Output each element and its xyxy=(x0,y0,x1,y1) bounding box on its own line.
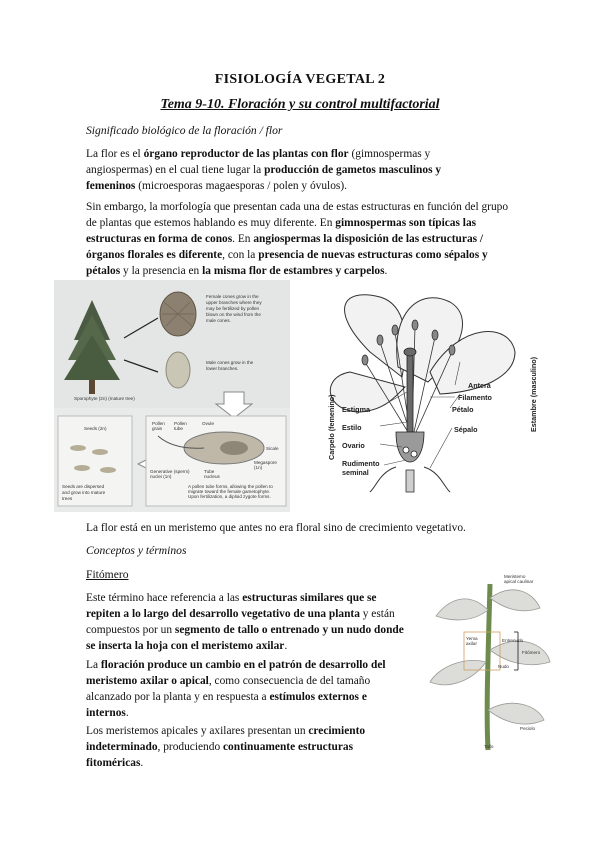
yema-axilar-label: Yema axilar xyxy=(466,636,478,646)
document-title: FISIOLOGÍA VEGETAL 2 xyxy=(214,72,386,87)
fitomero-label: Fitómero xyxy=(522,650,541,655)
bold-run-7: la misma flor de estambres y carpelos xyxy=(202,265,385,277)
sporophyte-label: Sporophyte (2n) (mature tree) xyxy=(74,396,135,401)
text-run-8: . xyxy=(384,265,388,277)
paragraph-fitomero xyxy=(86,590,404,654)
bold-run-1: órgano reproductor de las plantas con flor xyxy=(143,148,349,160)
ovario-label: Ovario xyxy=(342,441,365,450)
carpelo-label: Carpelo (femenino) xyxy=(327,394,336,460)
paragraph-floracion xyxy=(86,657,406,721)
text-run-2: y están compuestos por un xyxy=(86,608,395,636)
phytomer-svg xyxy=(418,570,558,752)
bold-run-3: angiospermas la disposición de las estructuras / órganos florales es diferente xyxy=(86,233,484,261)
paragraph-meristemo: La flor está en un meristemo que antes no era floral sino de crecimiento vegetativo. xyxy=(86,522,466,534)
estilo-label: Estilo xyxy=(342,423,362,432)
pollen-grain-label: Pollen grain xyxy=(152,421,165,431)
peciolo-label: Peciolo xyxy=(520,726,536,731)
bold-run-1: gimnospermas son típicas las estructuras en forma de conos xyxy=(86,217,477,245)
text-run-0: La flor es el xyxy=(86,148,144,160)
antera-label: Antera xyxy=(468,381,491,390)
text-run-0: La xyxy=(86,659,101,671)
gymnosperm-cycle-figure xyxy=(54,280,290,512)
megaspore-label: Megaspore (1n) xyxy=(254,460,277,470)
paragraph-meristemos-apicales xyxy=(86,723,396,771)
text-run-2: . En xyxy=(232,233,254,245)
text-run-4: . xyxy=(284,640,288,652)
generative-label: Generative (sperm) nuclei (1n) xyxy=(150,469,190,479)
text-run-6: y la presencia en xyxy=(120,265,203,277)
meristemo-apical-label: Meristemo apical caulinar xyxy=(504,574,534,584)
text-run-4: , con la xyxy=(222,249,259,261)
document-subtitle: Tema 9-10. Floración y su control multifactorial xyxy=(160,97,440,112)
female-cone-caption: Female cones grow in the upper branches where they may be fertilized by pollen blown on the wind from the male cones. xyxy=(206,294,262,323)
nudo-label: Nudo xyxy=(498,664,509,669)
petalo-label: Pétalo xyxy=(452,405,474,414)
bold-run-1: floración produce un cambio en el patrón de desarrollo del meristemo axilar o apical xyxy=(86,659,386,687)
paragraph-flor-organo xyxy=(86,146,466,194)
ovule-label: Ovule xyxy=(202,421,215,426)
filamento-label: Filamento xyxy=(458,393,492,402)
seeds-dispersed-caption: Seeds are dispersed and grow into mature trees xyxy=(62,484,106,501)
text-run-2: (gimnospermas y angiospermas) en el cual tiene lugar la xyxy=(86,148,431,176)
paragraph-morfologia xyxy=(86,199,510,279)
male-cone-icon xyxy=(166,352,190,388)
pollen-tube-label: Pollen tube xyxy=(174,421,187,431)
estambre-label: Estambre (masculino) xyxy=(529,356,538,432)
tube-nucleus-label: Tube nucleus xyxy=(204,469,220,479)
text-run-2: , como consecuencia de del tamaño alcanzado por la planta y en respuesta a xyxy=(86,675,371,703)
male-cone-caption: Male cones grow in the lower branches. xyxy=(206,360,254,371)
bold-run-1: estructuras similares que se repiten a lo largo del desarrollo vegetativo de una planta xyxy=(86,592,377,620)
pollen-tube-caption: A pollen tube forms, allowing the pollen to migrate toward the female gametophyte. Upon fertilization, a diploid zygote forms. xyxy=(188,484,273,499)
bold-run-3: producción de gametos masculinos y femeninos xyxy=(86,164,442,192)
term-fitomero: Fitómero xyxy=(86,568,129,581)
sicale-label: Sicale xyxy=(266,446,279,451)
text-run-4: (microesporas magaesporas / polen y óvulos). xyxy=(135,180,347,192)
bold-run-3: estímulos externos e internos xyxy=(86,691,367,719)
bold-run-3: segmento de tallo o entrenado y un nudo donde se inserta la hoja con el meristemo axilar xyxy=(86,624,404,652)
flower-anatomy-svg xyxy=(310,282,550,494)
stem-icon xyxy=(487,584,490,750)
peduncle-icon xyxy=(406,470,414,492)
bold-run-5: presencia de nuevas estructuras como sépalos y pétalos xyxy=(86,249,488,277)
estigma-label: Estigma xyxy=(342,405,370,414)
bold-run-3: continuamente estructuras fitoméricas xyxy=(86,741,354,769)
bold-run-1: crecimiento indeterminado xyxy=(86,725,366,753)
gymnosperm-cycle-svg xyxy=(54,280,290,512)
seeds-label: Seeds (2n) xyxy=(84,426,107,431)
text-run-2: , produciendo xyxy=(157,741,223,753)
section-heading-conceptos: Conceptos y términos xyxy=(86,544,187,557)
text-run-4: . xyxy=(140,757,144,769)
section-heading-significado: Significado biológico de la floración / flor xyxy=(86,124,283,137)
text-run-4: . xyxy=(125,707,129,719)
text-run-0: Los meristemos apicales y axilares presentan un xyxy=(86,725,309,737)
flower-anatomy-figure xyxy=(310,282,550,494)
phytomer-figure xyxy=(418,570,558,752)
sepalo-label: Sépalo xyxy=(454,425,478,434)
tallo-label: Tallo xyxy=(484,744,494,749)
text-run-0: Este término hace referencia a las xyxy=(86,592,243,604)
entrenudo-label: Entrenudo xyxy=(502,638,524,643)
rudimento-label: Rudimento seminal xyxy=(342,459,380,477)
text-run-0: Sin embargo, la morfología que presentan cada una de estas estructuras en función del grupo de plantas que estemos hablando es muy diferente. En xyxy=(86,201,509,229)
